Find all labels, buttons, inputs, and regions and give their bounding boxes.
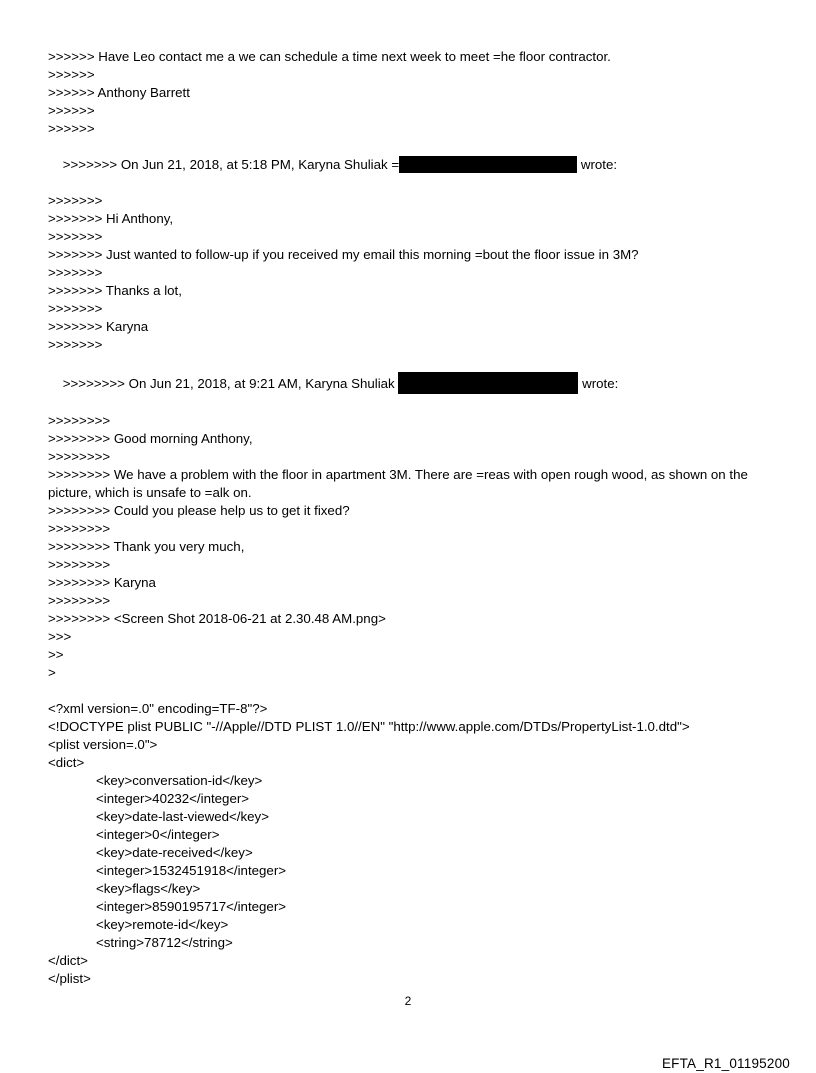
plist-line: <key>conversation-id</key> (96, 773, 263, 788)
email-line: >>>>>> (48, 121, 95, 136)
email-line: >>>>>>> (48, 229, 103, 244)
email-line: >>>>>> Have Leo contact me a we can schedule a time next week to meet =he floor contractor. (48, 49, 611, 64)
plist-line: <integer>0</integer> (96, 827, 220, 842)
email-line: >>>>>>> (48, 337, 103, 352)
email-line: >>>>>> Anthony Barrett (48, 85, 190, 100)
email-line: >>>>>>>> We have a problem with the floor in apartment 3M. There are =reas with open rough wood, as shown on the picture, which is unsafe to =alk on. (48, 467, 752, 500)
redaction-block (398, 372, 578, 394)
email-header-line-2 (48, 354, 778, 412)
plist-line: </plist> (48, 971, 91, 986)
plist-line: <key>remote-id</key> (96, 917, 229, 932)
email-line: >> (48, 647, 64, 662)
email-line: >>>>>>>> (48, 521, 111, 536)
email-line: >>>>>>>> Could you please help us to get it fixed? (48, 503, 350, 518)
email-line: >>>>>>>> Good morning Anthony, (48, 431, 253, 446)
email-line: >>>>>>> Just wanted to follow-up if you received my email this morning =bout the floor issue in 3M? (48, 247, 639, 262)
section-gap (48, 682, 778, 700)
email-header-line-1 (48, 138, 778, 192)
plist-line: <string>78712</string> (96, 935, 233, 950)
redaction-block (399, 156, 577, 173)
email-line: >>>>>>>> Karyna (48, 575, 156, 590)
document-id-footer: EFTA_R1_01195200 (661, 1056, 790, 1071)
email-line: >>>>>>> (48, 301, 103, 316)
email-line: >>>>>>>> <Screen Shot 2018-06-21 at 2.30.48 AM.png> (48, 611, 386, 626)
plist-line: </dict> (48, 953, 88, 968)
email-line: >>>>>>>> (48, 449, 111, 464)
email-line: wrote: (580, 157, 618, 172)
plist-line: <key>flags</key> (96, 881, 201, 896)
email-line: >>>>>>>> (48, 413, 111, 428)
email-line: >>>>>>>> (48, 593, 111, 608)
email-line: >>> (48, 629, 72, 644)
email-line: >>>>>>> Karyna (48, 319, 149, 334)
plist-line: <integer>40232</integer> (96, 791, 250, 806)
plist-line: <key>date-last-viewed</key> (96, 809, 269, 824)
email-line: >>>>>> (48, 103, 95, 118)
email-line: >>>>>>>> Thank you very much, (48, 539, 245, 554)
email-line: >>>>>> (48, 67, 95, 82)
email-line: > (48, 665, 56, 680)
plist-line: <key>date-received</key> (96, 845, 253, 860)
plist-line: <plist version=.0"> (48, 737, 158, 752)
email-line: >>>>>>> (48, 193, 103, 208)
email-line: wrote: (582, 376, 619, 391)
email-line: >>>>>>> Thanks a lot, (48, 283, 182, 298)
plist-line: <!DOCTYPE plist PUBLIC "-//Apple//DTD PLIST 1.0//EN" "http://www.apple.com/DTDs/PropertyList-1.0.dtd"> (48, 719, 690, 734)
plist-line: <integer>1532451918</integer> (96, 863, 287, 878)
document-page (48, 48, 778, 988)
email-line: >>>>>>> Hi Anthony, (48, 211, 174, 226)
plist-line: <integer>8590195717</integer> (96, 899, 287, 914)
email-line: >>>>>>> (48, 265, 103, 280)
plist-line: <?xml version=.0" encoding=TF-8"?> (48, 701, 268, 716)
email-line: >>>>>>>> On Jun 21, 2018, at 9:21 AM, Karyna Shuliak (62, 376, 395, 391)
plist-line: <dict> (48, 755, 85, 770)
page-number: 2 (404, 994, 412, 1008)
email-line: >>>>>>>> (48, 557, 111, 572)
email-line: >>>>>>> On Jun 21, 2018, at 5:18 PM, Karyna Shuliak = (62, 157, 400, 172)
